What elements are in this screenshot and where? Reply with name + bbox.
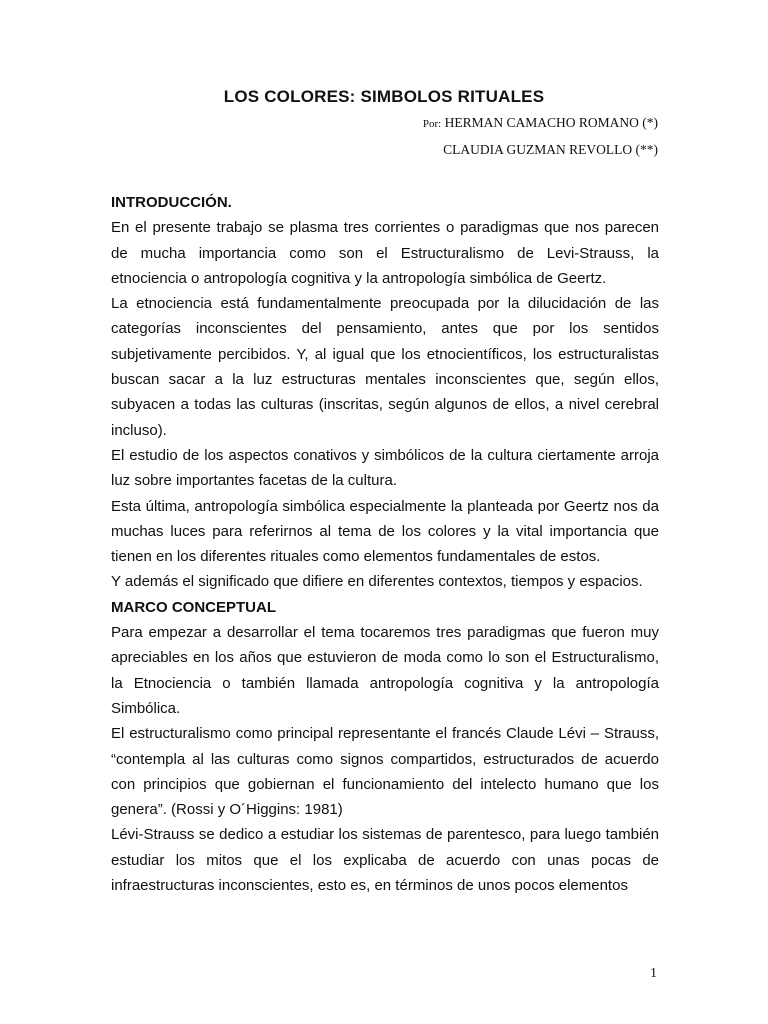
author-name-1: HERMAN CAMACHO ROMANO (*) (444, 115, 658, 130)
paragraph: Esta última, antropología simbólica especialmente la planteada por Geertz nos da muchas luces para referirnos al tema de los colores y la vital importancia que tienen en los diferentes rituales como elementos fundamentales de estos. (111, 497, 659, 566)
paragraph: La etnociencia está fundamentalmente preocupada por la dilucidación de las categorías inconscientes del pensamiento, antes que por los sentidos subjetivamente percibidos. Y, al igual que los etnocientíficos, los estructuralistas buscan sacar a la luz estructuras mentales inconscientes que, según ellos, subyacen a todas las culturas (inscritas, según algunos de ellos, a nivel cerebral incluso). (111, 295, 659, 439)
author-prefix: Por: (422, 118, 442, 130)
paragraph: El estudio de los aspectos conativos y simbólicos de la cultura ciertamente arroja luz sobre importantes facetas de la cultura. (111, 446, 659, 490)
paragraph: Lévi-Strauss se dedico a estudiar los sistemas de parentesco, para luego también estudiar los mitos que el los explicaba de acuerdo con unas pocas de infraestructuras inconscientes, esto es, en términos de unos pocos elementos (111, 826, 659, 895)
page-number: 1 (650, 966, 657, 981)
author-name-2: CLAUDIA GUZMAN REVOLLO (**) (443, 142, 658, 157)
author-line-1 (423, 115, 658, 131)
paragraph: Para empezar a desarrollar el tema tocaremos tres paradigmas que fueron muy apreciables en los años que estuvieron de moda como lo son el Estructuralismo, la Etnociencia o también llamada antropología cognitiva y la antropología Simbólica. (111, 624, 659, 717)
section-heading-introduccion: INTRODUCCIÓN. (111, 194, 232, 211)
document-title: LOS COLORES: SIMBOLOS RITUALES (223, 87, 545, 106)
section-heading-marco-conceptual: MARCO CONCEPTUAL (111, 598, 276, 616)
paragraph: En el presente trabajo se plasma tres corrientes o paradigmas que nos parecen de mucha importancia como son el Estructuralismo de Levi-Strauss, la etnociencia o antropología cognitiva y la antropología simbólica de Geertz. (111, 219, 659, 287)
paragraph: El estructuralismo como principal representante el francés Claude Lévi – Strauss, “contempla al las culturas como signos compartidos, estructurados de acuerdo con principios que gobiernan el funcionamiento del intelecto humano que los genera”. (Rossi y O´Higgins: 1981) (111, 725, 659, 819)
author-line-2 (443, 142, 658, 158)
document-body (111, 190, 659, 898)
paragraph: Y además el significado que difiere en diferentes contextos, tiempos y espacios. (111, 573, 643, 591)
